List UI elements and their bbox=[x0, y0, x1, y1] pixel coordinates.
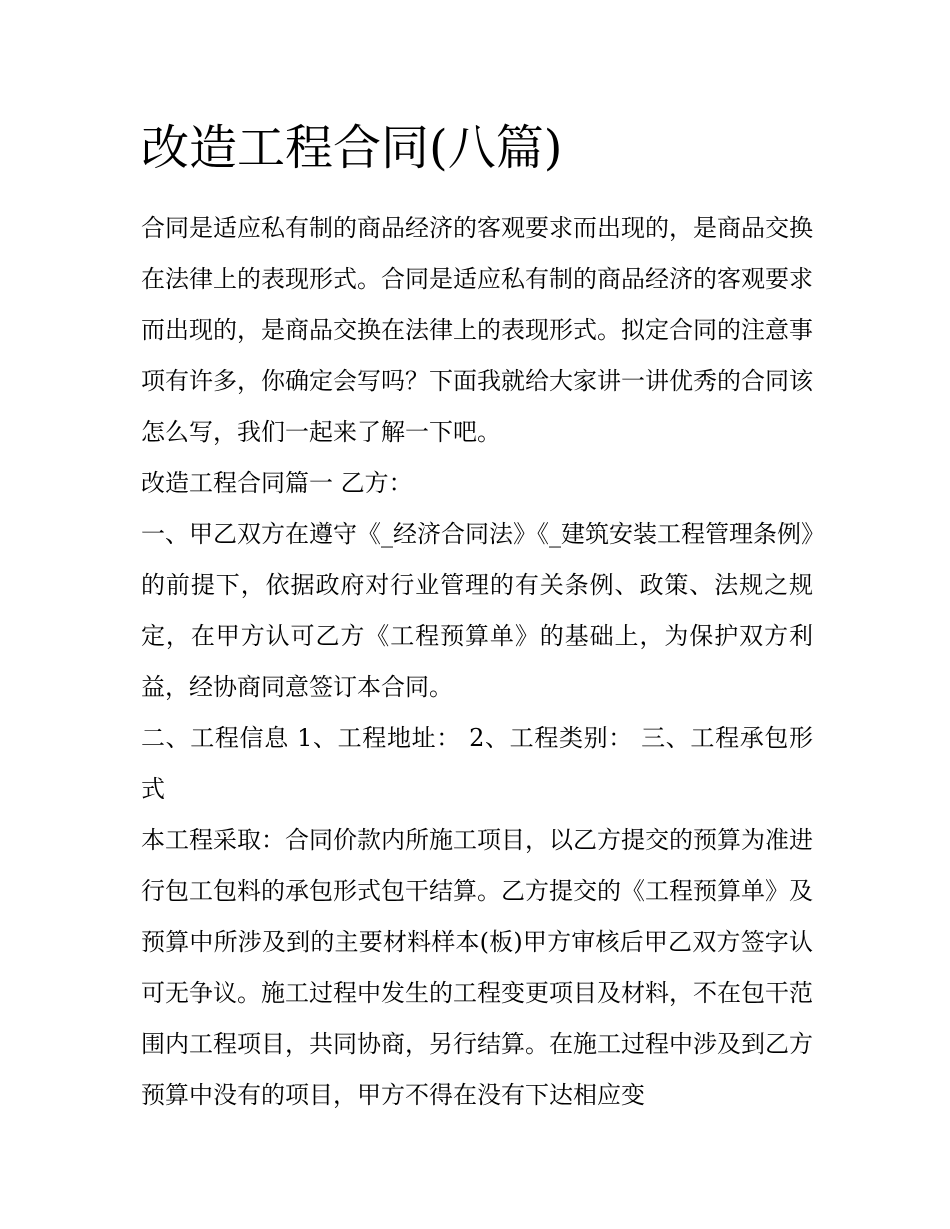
clause-two-paragraph: 二、工程信息 1、工程地址： 2、工程类别： 三、工程承包形式 bbox=[141, 724, 813, 803]
document-title: 改造工程合同(八篇) bbox=[141, 120, 563, 176]
document-body bbox=[141, 203, 813, 1121]
section-heading-contract-one: 改造工程合同篇一 乙方： bbox=[141, 469, 413, 497]
intro-paragraph: 合同是适应私有制的商品经济的客观要求而出现的，是商品交换在法律上的表现形式。合同是适应私有制的商品经济的客观要求而出现的，是商品交换在法律上的表现形式。拟定合同的注意事项有许多，你确定会写吗？下面我就给大家讲一讲优秀的合同该怎么写，我们一起来了解一下吧。 bbox=[141, 214, 813, 446]
clause-one-paragraph: 一、甲乙双方在遵守《_经济合同法》《_建筑安装工程管理条例》的前提下，依据政府对行业管理的有关条例、政策、法规之规定，在甲方认可乙方《工程预算单》的基础上，为保护双方利益，经协商同意签订本合同。 bbox=[141, 520, 813, 701]
contract-terms-paragraph: 本工程采取：合同价款内所施工项目，以乙方提交的预算为准进行包工包料的承包形式包干结算。乙方提交的《工程预算单》及预算中所涉及到的主要材料样本(板)甲方审核后甲乙双方签字认可无争议。施工过程中发生的工程变更项目及材料，不在包干范围内工程项目，共同协商，另行结算。在施工过程中涉及到乙方预算中没有的项目，甲方不得在没有下达相应变 bbox=[141, 826, 813, 1109]
